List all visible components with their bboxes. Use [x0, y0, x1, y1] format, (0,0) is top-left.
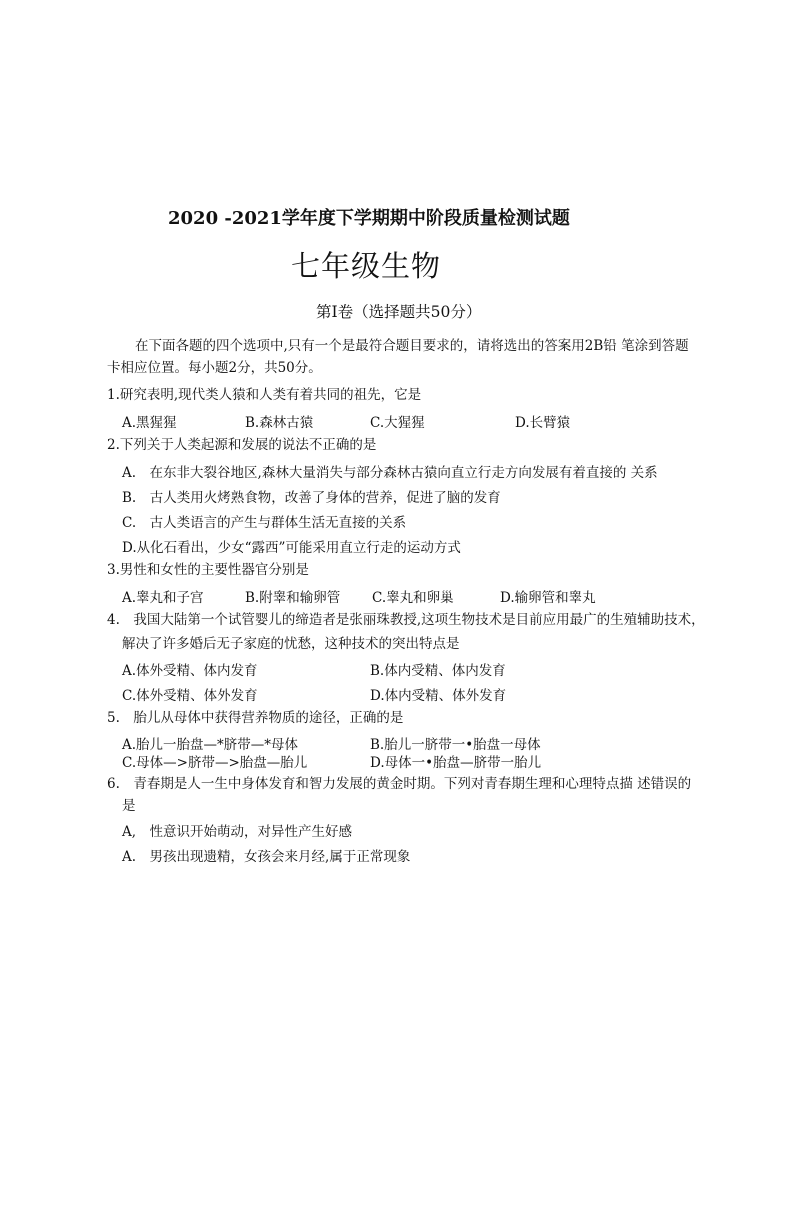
- question-4-option-a: A.体外受精、体内发育: [122, 663, 258, 679]
- subject-title: 七年级生物: [291, 249, 442, 283]
- question-3-stem: 3.男性和女性的主要性器官分别是: [107, 562, 309, 578]
- question-6-option-a: A, 性意识开始萌动，对异性产生好感: [122, 824, 353, 840]
- question-6-stem-line-1: 6. 青春期是人一生中身体发育和智力发展的黄金时期。下列对青春期生理和心理特点描 述错误的: [107, 776, 692, 792]
- question-4-stem-line-2: 解决了许多婚后无子家庭的忧愁，这种技术的突出特点是: [122, 636, 460, 652]
- question-2-option-d: D.从化石看出，少女“露西”可能采用直立行走的运动方式: [122, 540, 461, 556]
- question-5-option-d: D.母体一•胎盘—脐带一胎儿: [370, 755, 542, 771]
- question-3-option-d: D.输卵管和睾丸: [500, 590, 596, 606]
- question-4-option-b: B.体内受精、体内发育: [370, 663, 506, 679]
- question-3-option-b: B.附睾和输卵管: [245, 590, 341, 606]
- question-5-option-c: C.母体—>脐带—>胎盘—胎儿: [122, 755, 308, 771]
- question-6-stem-line-2: 是: [122, 798, 136, 814]
- question-1-stem: 1.研究表明,现代类人猿和人类有着共同的祖先，它是: [107, 387, 422, 403]
- question-3-option-c: C.睾丸和卵巢: [372, 590, 454, 606]
- question-1-option-b: B.森林古猿: [245, 415, 314, 431]
- instructions-line-1: 在下面各题的四个选项中,只有一个是最符合题目要求的，请将选出的答案用2B铅 笔涂到答题: [135, 338, 689, 354]
- question-1-option-c: C.大猩猩: [370, 415, 425, 431]
- question-2-option-b: B. 古人类用火烤熟食物，改善了身体的营养，促进了脑的发育: [122, 490, 501, 506]
- question-5-stem: 5. 胎儿从母体中获得营养物质的途径，正确的是: [107, 710, 404, 726]
- question-3-option-a: A.睾丸和子宫: [122, 590, 204, 606]
- section-heading: 第I卷（选择题共50分）: [316, 303, 482, 321]
- question-5-option-b: B.胎儿一脐带一•胎盘一母体: [370, 737, 541, 753]
- question-4-stem-line-1: 4. 我国大陆第一个试管婴儿的缔造者是张丽珠教授,这项生物技术是目前应用最广的生殖辅助技术，: [107, 612, 705, 628]
- question-6-option-b: A. 男孩出现遗精，女孩会来月经,属于正常现象: [122, 849, 411, 865]
- question-2-option-a: A. 在东非大裂谷地区,森林大量消失与部分森林古猿向直立行走方向发展有着直接的 关系: [122, 465, 658, 481]
- question-1-option-d: D.长臂猿: [515, 415, 571, 431]
- question-4-option-d: D.体内受精、体外发育: [370, 688, 507, 704]
- question-4-option-c: C.体外受精、体外发育: [122, 688, 258, 704]
- question-2-option-c: C. 古人类语言的产生与群体生活无直接的关系: [122, 515, 407, 531]
- question-2-stem: 2.下列关于人类起源和发展的说法不正确的是: [107, 437, 377, 453]
- question-1-option-a: A.黑猩猩: [122, 415, 177, 431]
- instructions-line-2: 卡相应位置。每小题2分，共50分。: [107, 360, 322, 376]
- question-5-option-a: A.胎儿一胎盘—*脐带—*母体: [122, 737, 299, 753]
- exam-title: 2020 -2021学年度下学期期中阶段质量检测试题: [168, 208, 570, 229]
